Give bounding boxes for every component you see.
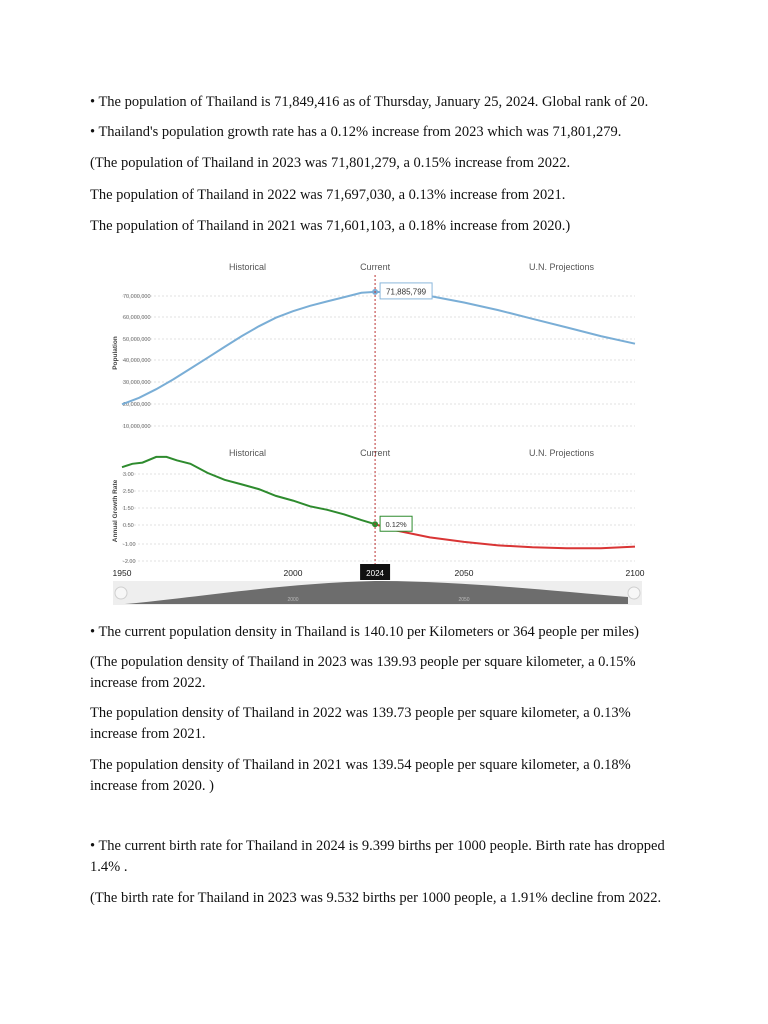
- paragraph-population-2022: The population of Thailand in 2022 was 71,697,030, a 0.13% increase from 2021.: [90, 187, 566, 203]
- growth-y-tick-label: 3.00: [123, 472, 134, 478]
- population-y-tick-label: 50,000,000: [123, 337, 151, 343]
- navigator-left-handle: [115, 587, 127, 599]
- navigator-label: 2050: [458, 597, 470, 603]
- population-y-tick-label: 10,000,000: [123, 424, 151, 430]
- chart-background: [113, 253, 669, 608]
- paragraph-birth-rate-2023: (The birth rate for Thailand in 2023 was 9.532 births per 1000 people, a 1.91% decline from 2022.: [90, 890, 662, 906]
- population-section-label: Current: [360, 262, 391, 272]
- population-y-tick-label: 40,000,000: [123, 358, 151, 364]
- population-section-label: Historical: [229, 262, 267, 272]
- x-tick-label: 2050: [454, 568, 474, 578]
- growth-section-label: U.N. Projections: [529, 448, 595, 458]
- x-tick-label: 1950: [112, 568, 132, 578]
- paragraph-population-2023: (The population of Thailand in 2023 was 71,801,279, a 0.15% increase from 2022.: [90, 155, 571, 171]
- growth-current-callout: 0.12%: [385, 520, 407, 530]
- growth-section-label: Historical: [229, 448, 267, 458]
- population-y-tick-label: 30,000,000: [123, 380, 151, 386]
- population-y-tick-label: 60,000,000: [123, 315, 151, 321]
- population-charts: [113, 253, 669, 608]
- paragraph-density-2021: The population density of Thailand in 2021 was 139.54 people per square kilometer, a 0.18% increase from 2020. ): [90, 757, 631, 794]
- paragraph-population-2021: The population of Thailand in 2021 was 71,601,103, a 0.18% increase from 2020.): [90, 218, 571, 234]
- growth-y-axis-label: Annual Growth Rate: [112, 479, 119, 543]
- growth-y-tick-label: 1.50: [123, 506, 134, 512]
- growth-y-tick-label: 2.50: [123, 489, 134, 495]
- growth-y-tick-label: 0.50: [123, 523, 134, 529]
- x-tick-label: 2024: [366, 569, 384, 578]
- paragraph-density: • The current population density in Thailand is 140.10 per Kilometers or 364 people per miles): [90, 624, 639, 640]
- growth-section-label: Current: [360, 448, 391, 458]
- growth-y-tick-label: -2.00: [123, 559, 136, 565]
- paragraph-density-2023: (The population density of Thailand in 2023 was 139.93 people per square kilometer, a 0.15% increase from 2022.: [90, 654, 636, 691]
- growth-y-tick-label: -1.00: [123, 542, 136, 548]
- population-y-tick-label: 20,000,000: [123, 402, 151, 408]
- population-y-tick-label: 70,000,000: [123, 294, 151, 300]
- paragraph-birth-rate: • The current birth rate for Thailand in 2024 is 9.399 births per 1000 people. Birth rate has dropped 1.4% .: [90, 838, 665, 875]
- population-y-axis-label: Population: [112, 336, 119, 370]
- population-section-label: U.N. Projections: [529, 262, 595, 272]
- paragraph-density-2022: The population density of Thailand in 2022 was 139.73 people per square kilometer, a 0.13% increase from 2021.: [90, 705, 631, 742]
- population-current-callout: 71,885,799: [386, 287, 427, 297]
- population-chart-figure: [113, 253, 669, 608]
- x-tick-label: 2000: [283, 568, 303, 578]
- x-tick-label: 2100: [625, 568, 645, 578]
- navigator-label: 2000: [287, 597, 299, 603]
- paragraph-population: • The population of Thailand is 71,849,416 as of Thursday, January 25, 2024. Global rank of 20.: [90, 94, 649, 110]
- navigator-right-handle: [628, 587, 640, 599]
- paragraph-growth-rate: • Thailand's population growth rate has a 0.12% increase from 2023 which was 71,801,279.: [90, 124, 622, 140]
